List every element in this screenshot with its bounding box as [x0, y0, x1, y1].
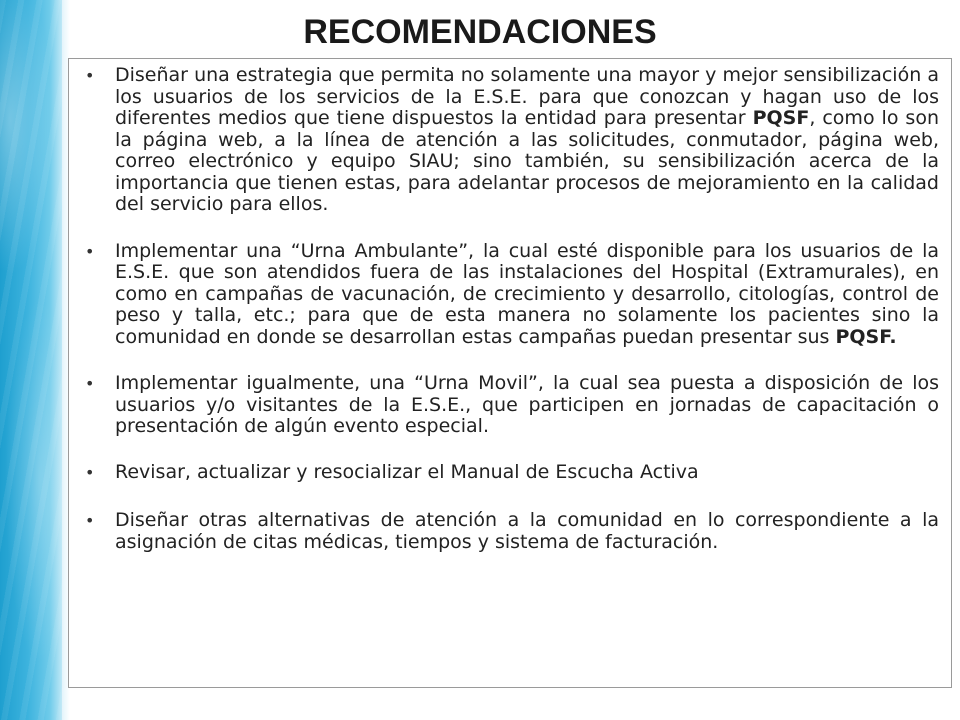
bullet-text: Implementar igualmente, una “Urna Movil”, la cual sea puesta a disposición de los usuarios y/o visitantes de la E.S.E., que participen en jornadas de capacitación o presentación de algún evento especial. — [115, 372, 939, 437]
list-item — [69, 462, 951, 484]
bullet-emphasis: PQSF. — [835, 325, 897, 348]
slide-title: RECOMENDACIONES — [303, 13, 657, 51]
bullet-icon: • — [85, 462, 95, 482]
bullet-text: Revisar, actualizar y resocializar el Manual de Escucha Activa — [115, 460, 699, 483]
bullet-icon: • — [85, 66, 95, 85]
bullet-icon: • — [85, 241, 95, 261]
list-item — [69, 373, 951, 438]
list-item — [69, 510, 951, 553]
recommendations-list — [69, 65, 951, 553]
list-item — [69, 65, 951, 216]
bullet-text: Diseñar una estrategia que permita no solamente una mayor y mejor sensibilización a los usuarios de los servicios de la E.S.E. para que conozcan y hagan uso de los diferentes medios que tiene dispuestos la entidad para presentar — [115, 64, 939, 129]
decorative-side-band — [0, 0, 62, 720]
content-box — [68, 58, 952, 688]
bullet-icon: • — [85, 374, 95, 393]
bullet-emphasis: PQSF — [752, 107, 810, 129]
bullet-text: Diseñar otras alternativas de atención a la comunidad en lo correspondiente a la asignación de citas médicas, tiempos y sistema de facturación. — [115, 509, 939, 553]
list-item — [69, 241, 951, 349]
bullet-text: , como lo son la página web, a la línea de atención a las solicitudes, conmutador, página web, correo electrónico y equipo SIAU; sino también, su sensibilización acerca de la importancia que tienen estas, para adelantar procesos de mejoramiento en la calidad del servicio para ellos. — [115, 107, 939, 215]
bullet-text: Implementar una “Urna Ambulante”, la cual esté disponible para los usuarios de la E.S.E. que son atendidos fuera de las instalaciones del Hospital (Extramurales), en como en campañas de vacunación, de crecimiento y desarrollo, citologías, control de peso y talla, etc.; para que de esta manera no solamente los pacientes sino la comunidad en donde se desarrollan estas campañas puedan presentar sus — [115, 239, 939, 348]
bullet-icon: • — [85, 511, 95, 530]
